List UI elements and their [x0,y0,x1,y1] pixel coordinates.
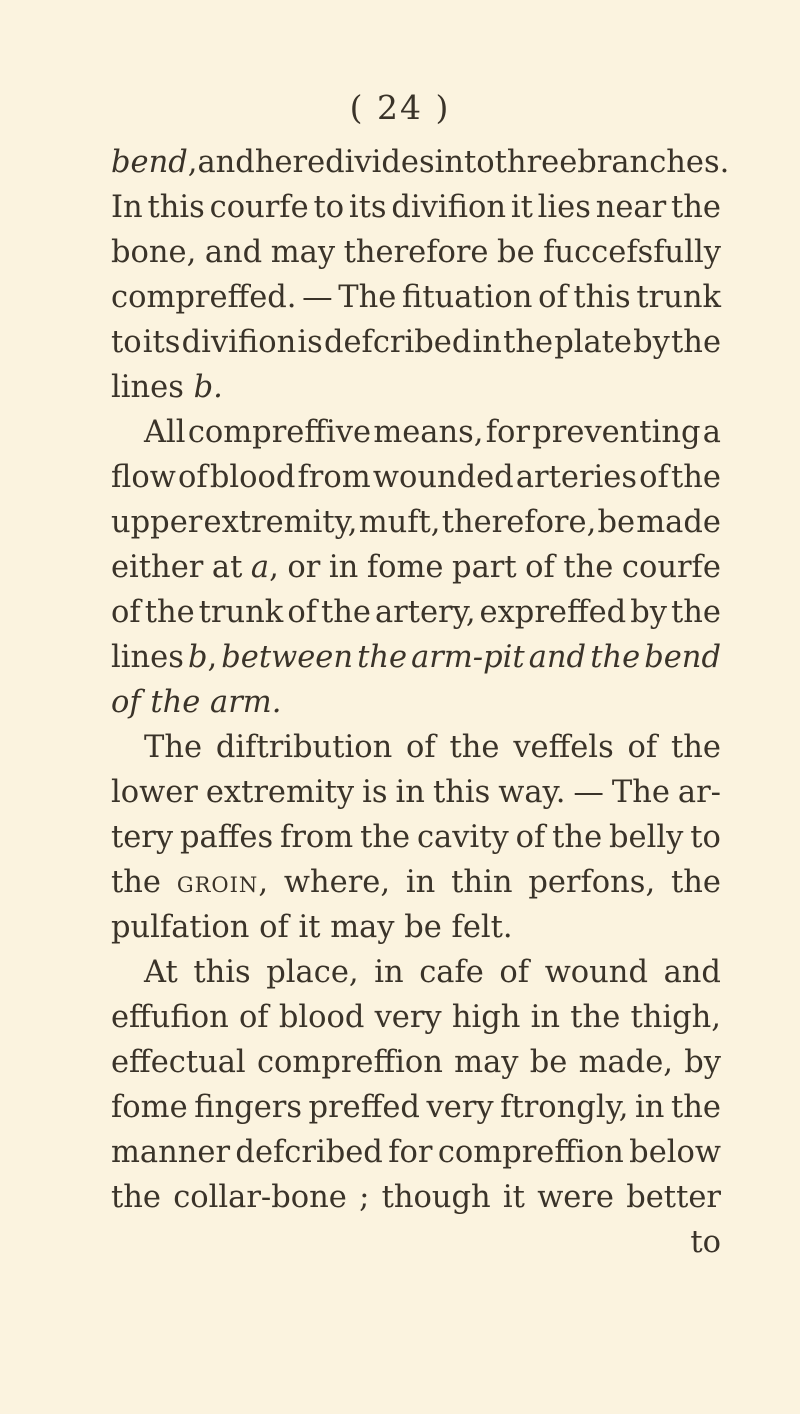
word: the [111,1180,161,1215]
text-line [111,1175,721,1220]
word: thigh, [630,1000,721,1035]
word: is [297,325,323,360]
word: divifion [391,190,507,225]
word: paffes [180,820,274,855]
word: compreffion [256,1045,443,1080]
word: therefore [343,235,489,270]
word: belly [609,820,684,855]
word: the [503,325,554,360]
word: this [193,955,251,990]
word: artery, [374,595,476,630]
word: the [449,730,500,765]
text-line [111,365,721,410]
word: the [671,1090,721,1125]
word: and [204,235,263,270]
word: lines [111,640,184,675]
word: in [328,550,359,585]
word: the [552,820,603,855]
word: be [597,505,636,540]
word: tery [111,820,174,855]
word: defcribed [323,325,472,360]
word: the [671,730,721,765]
word: by [630,595,667,630]
word: — [302,280,333,315]
word: its [348,190,387,225]
word: at [211,550,243,585]
word: lower [111,775,198,810]
word: upper [111,505,203,540]
word: means, [373,415,484,450]
word: where, [283,865,391,900]
word: The [338,280,397,315]
word: b, [187,640,218,675]
word: the [590,640,641,675]
word: of [515,820,546,855]
word: the [570,1000,621,1035]
text-line [111,725,721,770]
word: fuccefsfully [543,235,721,270]
word: of [525,550,555,585]
word: of [259,910,289,945]
word: a, [250,550,279,585]
word: to [690,820,721,855]
word: of [111,595,141,630]
page-number: ( 24 ) [349,88,451,127]
word: near [595,190,667,225]
word: a [702,415,721,450]
word: collar-bone [173,1180,347,1215]
word: high [451,1000,521,1035]
word: preffed [308,1090,420,1125]
word: expreffed [479,595,627,630]
word: of [177,460,208,495]
word: to [313,190,345,225]
word: it [298,910,321,945]
word: of [238,1000,269,1035]
word: fome [111,1090,188,1125]
word: and [528,640,587,675]
word: for [485,415,530,450]
word: its [142,325,181,360]
word: either [111,550,204,585]
text-line [111,950,721,995]
word: the [150,685,201,720]
word: In [111,190,143,225]
text-line [111,635,721,680]
text-line [111,185,721,230]
word: ; [359,1180,370,1215]
word: the [671,865,721,900]
text-line [111,860,721,905]
text-line [111,770,721,815]
word: of [406,730,436,765]
text-line [111,230,721,275]
word: fome [366,550,444,585]
word: trunk [636,280,721,315]
catchword: to [690,1225,721,1260]
word: of [499,955,530,990]
word: in [405,865,436,900]
word: bend [644,640,721,675]
word: here [254,145,326,180]
text-line [111,590,721,635]
word: effectual [111,1045,246,1080]
word: arm-pit [411,640,525,675]
word: arteries [515,460,637,495]
word: made [636,505,721,540]
word: manner [111,1135,231,1170]
word: for [388,1135,433,1170]
word: may [454,1045,519,1080]
word: between [221,640,353,675]
word: flow [111,460,176,495]
word: The [611,775,670,810]
word: by [684,1045,721,1080]
text-line [111,905,721,950]
word: fituation [401,280,533,315]
word: blood [278,1000,365,1035]
word: very [374,1000,442,1035]
word: made, [578,1045,673,1080]
word: way. [498,775,566,810]
word: is [362,775,388,810]
word: were [537,1180,614,1215]
text-line [111,680,721,725]
word: the [671,595,721,630]
word: compreffed. [111,280,297,315]
word: wounded [372,460,514,495]
text-line [111,1040,721,1085]
text-line [111,320,721,365]
word: in [374,955,404,990]
word: the [670,460,721,495]
word: arm. [210,685,282,720]
word: the [360,820,411,855]
word: it [510,190,533,225]
word: lies [537,190,591,225]
word: in [472,325,502,360]
catchword-line [111,1220,721,1265]
word: may [270,235,336,270]
word: muft, [358,505,441,540]
word: All [144,415,186,450]
word: below [629,1135,721,1170]
word: may [330,910,395,945]
word: trunk [198,595,284,630]
word: of [111,685,141,720]
word: part [452,550,517,585]
word: this [432,775,491,810]
word: defcribed [235,1135,383,1170]
word: diftribution [215,730,393,765]
word: The [144,730,203,765]
word: this [147,190,205,225]
word: the [671,325,721,360]
word: from [280,820,354,855]
word: the [144,595,195,630]
word: of [639,460,669,495]
word: the [321,595,371,630]
word: the [563,550,614,585]
word: by [633,325,670,360]
word: ar- [677,775,721,810]
word: better [626,1180,721,1215]
word: the [357,640,408,675]
word: to [111,325,142,360]
word: very [426,1090,494,1125]
word: be [404,910,442,945]
word: perfons, [528,865,656,900]
text-line [111,500,721,545]
text-line [111,1130,721,1175]
word: effufion [111,1000,229,1035]
word: bone, [111,235,197,270]
word: from [297,460,371,495]
word: extremity, [203,505,358,540]
word: and [663,955,721,990]
word: be [529,1045,568,1080]
word: divifion [181,325,297,360]
text-line [111,140,730,185]
word: ftrongly, [500,1090,629,1125]
word: the [670,190,721,225]
word: this [573,280,631,315]
body-text [111,140,730,1265]
text-line [111,455,721,500]
word: it [502,1180,525,1215]
text-line [111,275,721,320]
word: therefore, [441,505,597,540]
word: — [573,775,604,810]
word: plate [554,325,632,360]
text-line [111,410,721,455]
word: courfe [209,190,309,225]
word: branches. [577,145,730,180]
word: into [434,145,495,180]
text-line [111,995,721,1040]
word: cavity [416,820,509,855]
word: though [381,1180,491,1215]
word: veffels [513,730,614,765]
word: three [494,145,578,180]
word: be [497,235,535,270]
word: of [287,595,317,630]
word: and [197,145,255,180]
word: cafe [419,955,484,990]
word: or [287,550,321,585]
word: b. [193,370,223,405]
word: place, [266,955,359,990]
word: divides [325,145,435,180]
word: the [111,865,161,900]
word: in [635,1090,665,1125]
word: bend, [111,145,198,180]
text-line [111,545,721,590]
word: blood [209,460,296,495]
word: lines [111,370,184,405]
word: wound [544,955,648,990]
word: pulfation [111,910,250,945]
word: fingers [194,1090,302,1125]
word: compreffive [187,415,372,450]
word: extremity [205,775,355,810]
word: preventing [532,415,701,450]
word: groin, [176,865,269,900]
word: At [144,955,178,990]
word: compreffion [437,1135,624,1170]
word: of [538,280,568,315]
word: in [395,775,425,810]
word: thin [451,865,513,900]
word: felt. [451,910,513,945]
word: in [530,1000,561,1035]
text-line [111,1085,721,1130]
text-line [111,815,721,860]
word: courfe [621,550,721,585]
word: of [627,730,658,765]
